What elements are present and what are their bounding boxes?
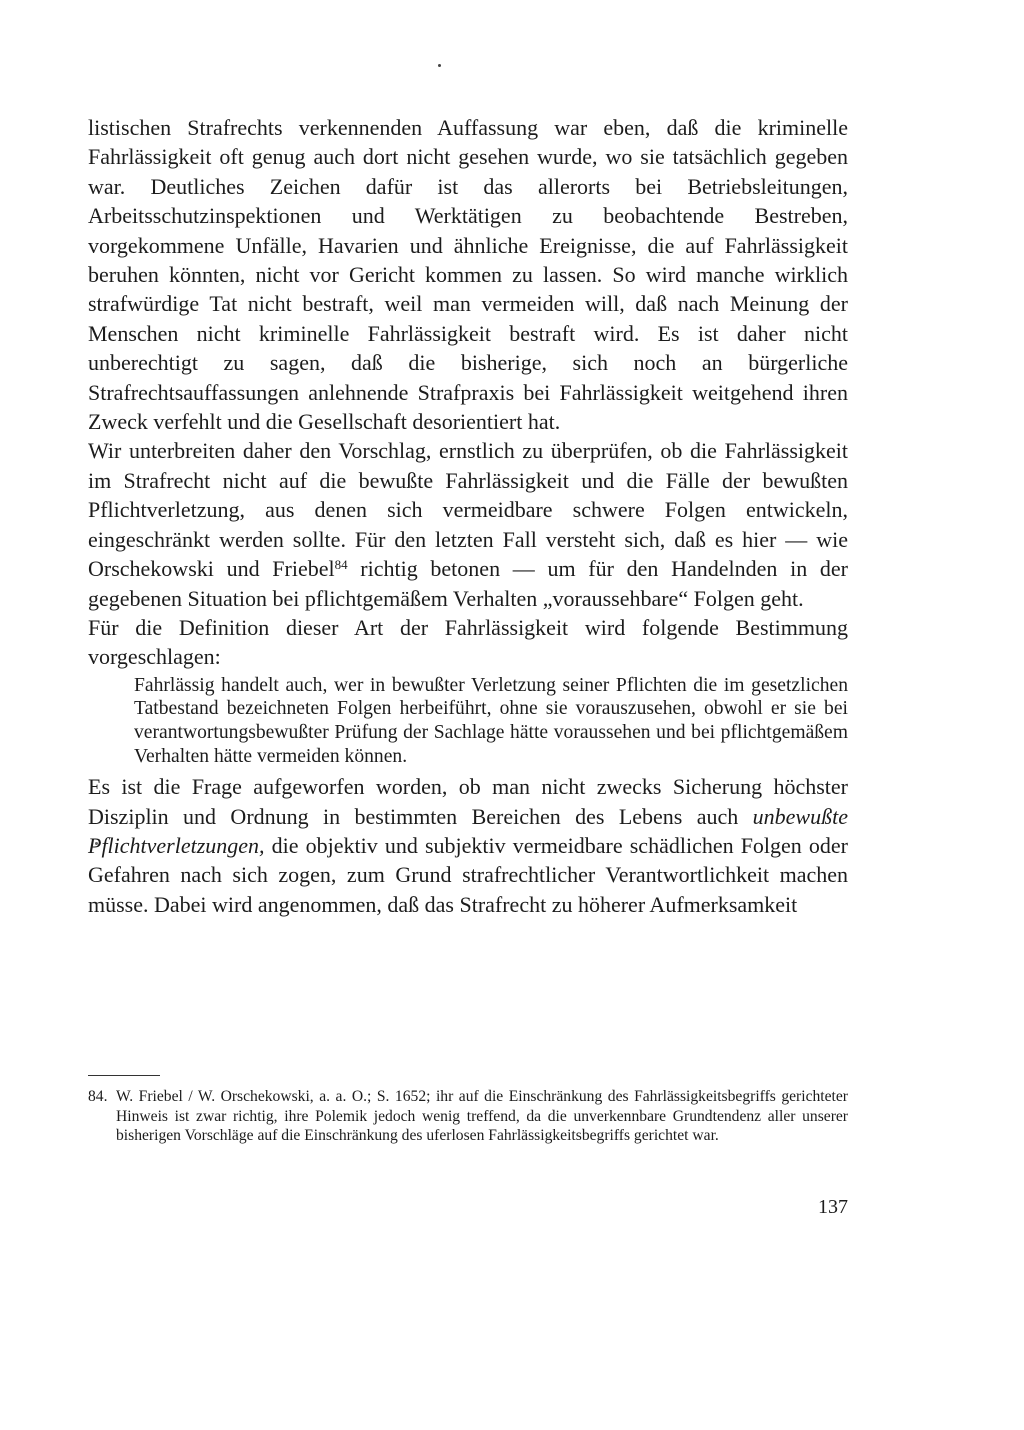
page-number: 137 (818, 1196, 848, 1218)
footnote (88, 1087, 848, 1146)
footnote-row (88, 1087, 848, 1146)
main-text (88, 113, 848, 919)
footnote-reference: 84 (334, 556, 348, 572)
footnote-divider (88, 1075, 160, 1076)
print-speck (438, 64, 441, 67)
paragraph-4-text-a: Es ist die Frage aufgeworfen worden, ob man nicht zwecks Sicherung höchster Disziplin und Ordnung in bestimmten Bereichen des Lebens auch (88, 774, 848, 829)
paragraph-2-text-b: richtig betonen — um für den Handelnden in der gegebenen Situation bei pflichtgemäßem Verhalten „voraussehbare“ Folgen geht. (88, 556, 848, 611)
paragraph-1: listischen Strafrechts verkennenden Auffassung war eben, daß die kriminelle Fahrlässigkeit oft genug auch dort nicht gesehen wurde, wo sie tatsächlich gegeben war. Deutliches Zeichen dafür ist das allerorts bei Betriebsleitungen, Arbeitsschutzinspektionen und Werktätigen zu beobachtende Bestreben, vorgekommene Unfälle, Havarien und ähnliche Ereignisse, die auf Fahrlässigkeit beruhen könnten, nicht vor Gericht kommen zu lassen. So wird manche wirklich strafwürdige Tat nicht bestraft, weil man vermeiden will, daß nach Meinung der Menschen nicht kriminelle Fahrlässigkeit bestraft wird. Es ist daher nicht unberechtigt zu sagen, daß die bisherige, sich noch an bürgerliche Strafrechtsauffassungen anlehnende Strafpraxis bei Fahrlässigkeit weitgehend ihren Zweck verfehlt und die Gesellschaft desorientiert hat. (88, 115, 848, 435)
paragraph-2-text-a: Wir unterbreiten daher den Vorschlag, ernstlich zu überprüfen, ob die Fahrlässigkeit im Strafrecht nicht auf die bewußte Fahrlässigkeit und die Fälle der bewußten Pflichtverletzung, aus denen sich vermeidbare schwere Folgen entwickeln, eingeschränkt werden sollte. Für den letzten Fall versteht sich, daß es hier — wie Orschekowski und Friebel (88, 438, 848, 582)
proposed-definition-quote: Fahrlässig handelt auch, wer in bewußter Verletzung seiner Pflichten die im gesetzlichen Tatbestand bezeichneten Folgen herbeiführt, ohne sie vorauszusehen, obwohl er sie bei verantwortungsbewußter Prüfung der Sachlage hätte voraussehen und bei pflichtgemäßem Verhalten hätte vermeiden können. (134, 674, 848, 767)
footnote-number: 84. (88, 1088, 108, 1105)
emphasis: unbewußte Pflichtverletzungen, (88, 803, 848, 858)
paragraph-4-text-b: die objektiv und subjektiv vermeidbare schädlichen Folgen oder Gefahren nach sich zogen, zum Grund strafrechtlicher Verantwortlichkeit machen müsse. Dabei wird angenommen, daß das Strafrecht zu höherer Aufmerksamkeit (88, 832, 848, 917)
footnote-text: W. Friebel / W. Orschekowski, a. a. O.; S. 1652; ihr auf die Einschränkung des Fahrlässigkeitsbegriffs gerichteter Hinweis ist zwar richtig, ihre Polemik jedoch wenig treffend, da die unverkennbare Grundtendenz aller unserer bisherigen Vorschläge auf die Einschränkung des uferlosen Fahrlässigkeitsbegriffs gerichtet war. (116, 1088, 848, 1145)
paragraph-4 (88, 772, 848, 919)
paragraph-3: Für die Definition dieser Art der Fahrlässigkeit wird folgende Bestimmung vorgeschlagen: (88, 614, 848, 670)
paragraph-2 (88, 436, 848, 612)
